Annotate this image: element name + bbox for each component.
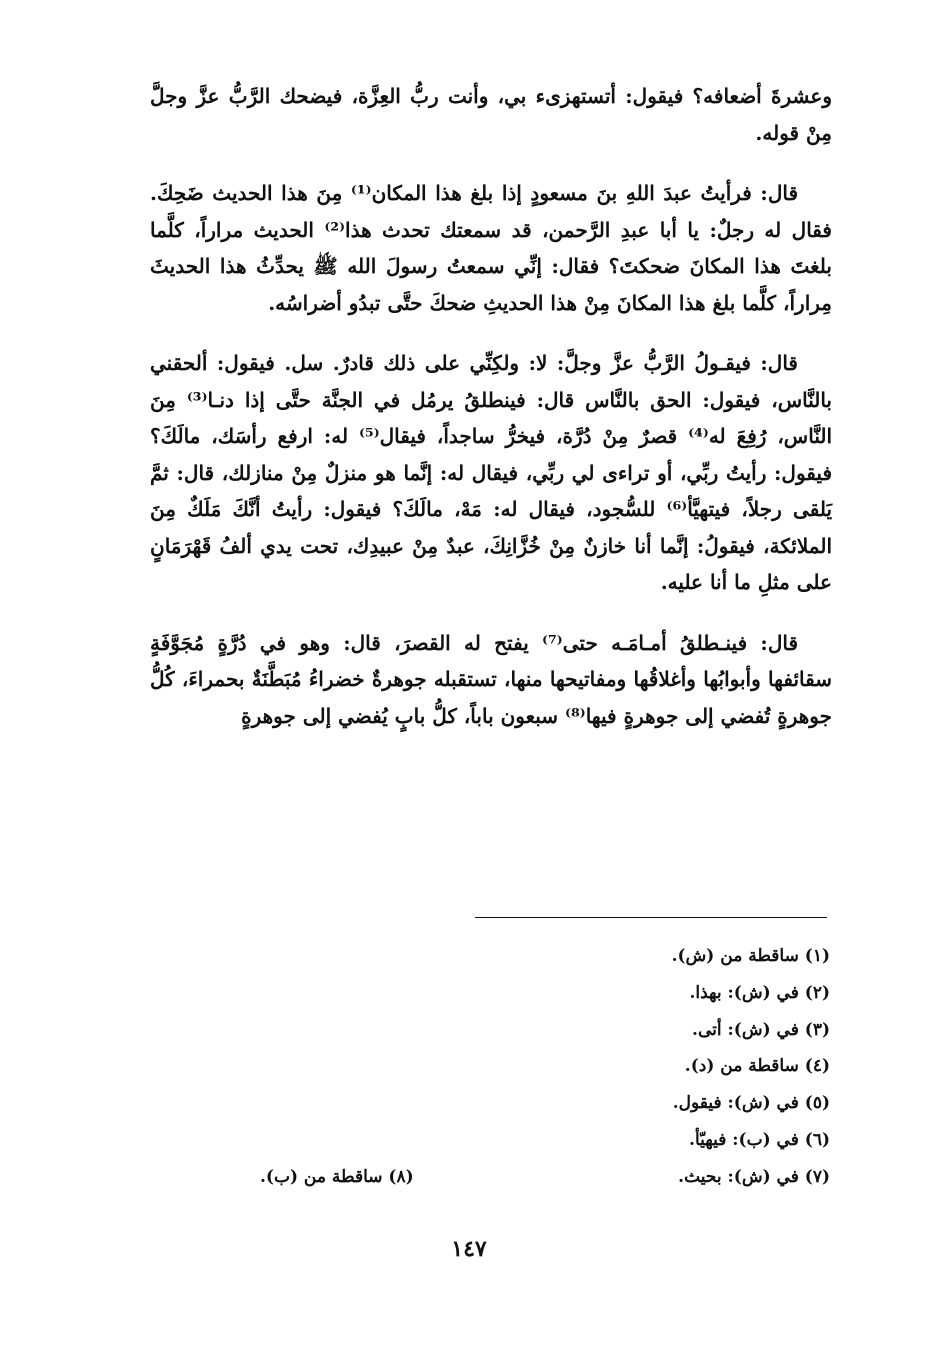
footnotes xyxy=(260,938,830,1196)
paragraph-4: قال: فينـطلقُ أمـامَـه حتى⁽⁷⁾ يفتح له القصرَ، قال: وهو في دُرَّةٍ مُجَوَّفَةٍ سقائفها وأبوابُها وأغلاقُها ومفاتيحها منها، تستقبله جوهرةٌ خضراءُ مُبَطَّنَةٌ بحمراءَ، كُلُّ جوهرةٍ تُفضي إلى جوهرةٍ فيها⁽⁸⁾ سبعون باباً، كلُّ بابٍ يُفضي إلى جوهرةٍ xyxy=(150,630,832,728)
footnote-7: (٧) في (ش): بحيث. xyxy=(678,1166,830,1187)
paragraph-3: قال: فيقـولُ الرَّبُّ عزَّ وجلَّ: لا: ولكِنِّي على ذلك قادرٌ. سل. فيقول: ألحقني بالنَّاس، فيقول: الحق بالنَّاس قال: فينطلقُ يرمُل في الجنَّة حتَّى إذا دنـا⁽³⁾ مِنَ النَّاس، رُفِعَ له⁽⁴⁾ قصرٌ مِنْ دُرَّة، فيخرُّ ساجداً، فيقال⁽⁵⁾ له: ارفع رأسَك، مالَكَ؟ فيقول: رأيتُ ربِّي، أو تراءى لي ربِّي، فيقال له: إنَّما هو منزلٌ مِنْ منازلك، قال: ثمَّ يَلقى رجلاً، فيتهيَّأ⁽⁶⁾ للسُّجود، فيقال له: مَهْ، مالَكَ؟ فيقول: رأيتُ أنَّكَ مَلَكٌ مِنَ الملائكة، فيقولُ: إنَّما أنا خازنٌ مِنْ خُزَّانِكَ، عبدٌ مِنْ عبيدِك، تحت يدي ألفُ قَهْرَمَانٍ على مثلِ ما أنا عليه. xyxy=(150,351,833,594)
footnote-2: (٢) في (ش): بهذا. xyxy=(689,982,830,1003)
footnote-4: (٤) ساقطة من (د). xyxy=(684,1056,830,1077)
footnote-divider xyxy=(475,917,827,918)
footnote-8: (٨) ساقطة من (ب). xyxy=(260,1166,414,1187)
paragraph-1: وعشرةَ أضعافه؟ فيقول: أتستهزىء بي، وأنت ربُّ العِزَّة، فيضحك الرَّبُّ عزَّ وجلَّ مِنْ قوله. xyxy=(150,84,832,145)
footnote-6: (٦) في (ب): فيهيّأ. xyxy=(689,1129,830,1150)
footnote-3: (٣) في (ش): أتى. xyxy=(692,1019,830,1040)
main-text xyxy=(150,78,832,758)
page-number: ١٤٧ xyxy=(451,1236,487,1262)
footnote-row-last xyxy=(260,1159,830,1196)
footnote-1: (١) ساقطة من (ش). xyxy=(671,946,830,966)
footnote-5: (٥) في (ش): فيقول. xyxy=(672,1093,830,1114)
paragraph-2: قال: فرأيتُ عبدَ اللهِ بنَ مسعودٍ إذا بلغ هذا المكان⁽¹⁾ مِنَ هذا الحديث ضَحِكَ. فقال له رجلٌ: يا أبا عبدِ الرَّحمن، قد سمعتك تحدث هذا⁽²⁾ الحديث مراراً، كلَّما بلغتَ هذا المكانَ ضحكتَ؟ فقال: إنِّي سمعتُ رسولَ الله ﷺ يحدِّثُ هذا الحديثَ مِراراً، كلَّما بلغ هذا المكانَ مِنْ هذا الحديثِ ضحكَ حتَّى تبدُو أضراسُه. xyxy=(150,181,832,315)
